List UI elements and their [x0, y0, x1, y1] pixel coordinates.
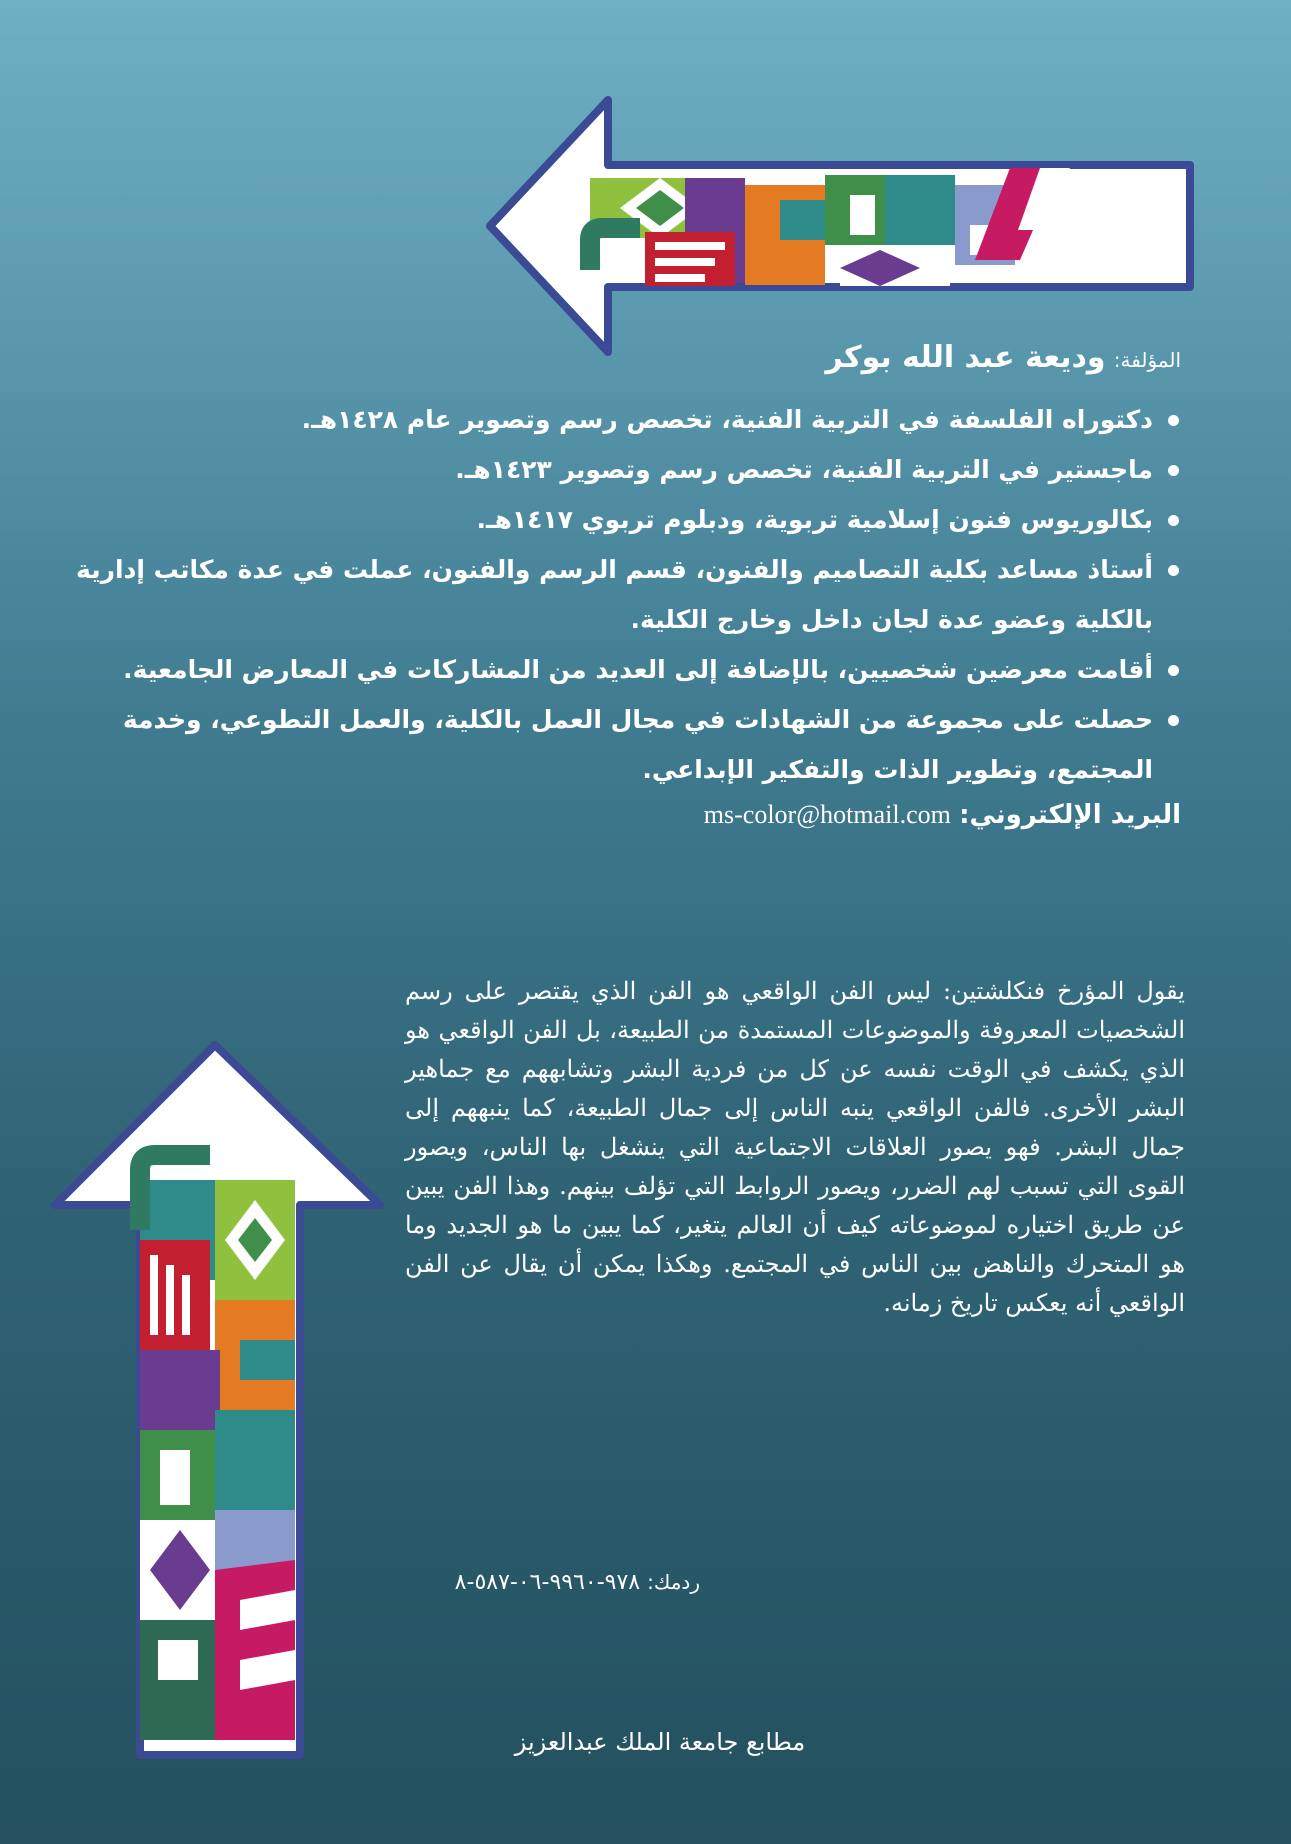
- bio-item: أقامت معرضين شخصيين، بالإضافة إلى العديد من المشاركات في المعارض الجامعية.: [71, 645, 1181, 695]
- email-address: ms-color@hotmail.com: [703, 800, 951, 829]
- email-label: البريد الإلكتروني:: [959, 800, 1181, 830]
- quote-paragraph: يقول المؤرخ فنكلشتين: ليس الفن الواقعي هو الفن الذي يقتصر على رسم الشخصيات المعروفة والموضوعات المستمدة من الطبيعة، بل الفن الواقعي هو الذي يكشف في الوقت نفسه عن كل من فردية البشر وتشابههم مع جماهير البشر الأخرى. فالفن الواقعي ينبه الناس إلى جمال الطبيعة، كما ينبههم إلى جمال البشر. فهو يصور العلاقات الاجتماعية التي ينشغل بها الناس، ويصور القوى التي تسبب لهم الضرر، ويصور الروابط التي تؤلف بينهم. وهذا الفن يبين عن طريق اختياره لموضوعاته كيف أن العالم يتغير، كما يبين ما هو الجديد وما هو المتحرك والناهض بين الناس في المجتمع. وهكذا يمكن أن يقال عن الفن الواقعي أنه يعكس تاريخ زمانه.: [405, 977, 1185, 1317]
- bio-item: دكتوراه الفلسفة في التربية الفنية، تخصص رسم وتصوير عام ١٤٢٨هـ.: [71, 395, 1181, 445]
- bio-item: أستاذ مساعد بكلية التصاميم والفنون، قسم الرسم والفنون، عملت في عدة مكاتب إدارية بالكلية وعضو عدة لجان داخل وخارج الكلية.: [71, 545, 1181, 645]
- author-line: [81, 340, 1181, 375]
- author-bio-list: [71, 395, 1181, 795]
- bio-item: بكالوريوس فنون إسلامية تربوية، ودبلوم تربوي ١٤١٧هـ.: [71, 495, 1181, 545]
- email-line: [281, 800, 1181, 830]
- isbn-label: ردمك:: [647, 1570, 700, 1594]
- isbn-line: [300, 1570, 700, 1595]
- isbn-value: ٩٧٨-٩٩٦٠-٠٦-٥٨٧-٨: [454, 1570, 641, 1595]
- printer-name: مطابع جامعة الملك عبدالعزيز: [514, 1728, 806, 1756]
- author-name: وديعة عبد الله بوكر: [825, 340, 1106, 375]
- bio-item: ماجستير في التربية الفنية، تخصص رسم وتصوير ١٤٢٣هـ.: [71, 445, 1181, 495]
- bio-item: حصلت على مجموعة من الشهادات في مجال العمل بالكلية، والعمل التطوعي، وخدمة المجتمع، وتطوير الذات والتفكير الإبداعي.: [71, 695, 1181, 795]
- author-label: المؤلفة:: [1113, 348, 1181, 372]
